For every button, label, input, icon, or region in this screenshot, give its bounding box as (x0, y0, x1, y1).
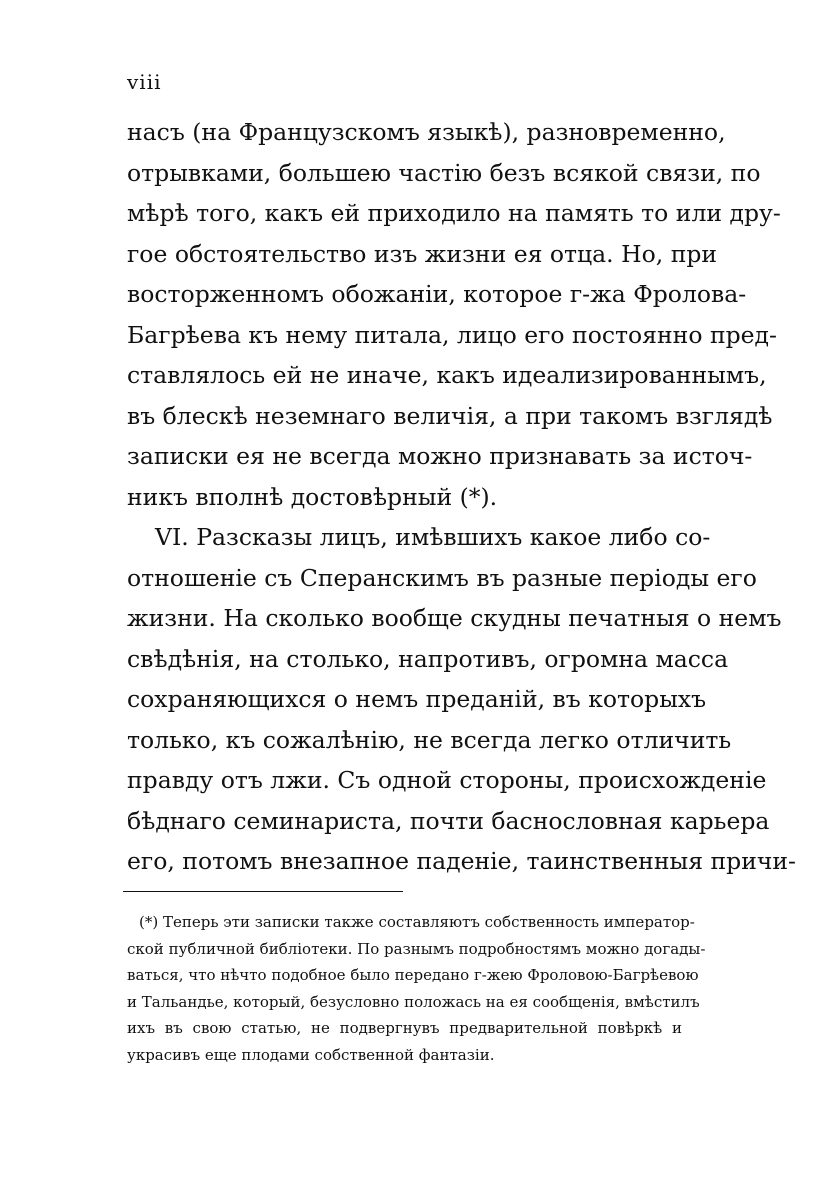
footnote (127, 909, 706, 1068)
body-line: мѣрѣ того, какъ ей приходило на память то или дру- (127, 199, 781, 227)
section-heading-line: VI. Разсказы лицъ, имѣвшихъ какое либо со- (155, 523, 711, 551)
body-line: гое обстоятельство изъ жизни ея отца. Но, при (127, 239, 718, 268)
main-text (127, 112, 796, 882)
body-line: отношеніе съ Сперанскимъ въ разные періоды его (127, 563, 757, 592)
body-line: бѣднаго семинариста, почти баснословная карьера (127, 806, 770, 835)
footnote-divider (123, 891, 403, 892)
body-line: отрывками, большею частію безъ всякой связи, по (127, 158, 761, 187)
body-line: правду отъ лжи. Съ одной стороны, происхожденіе (127, 766, 767, 794)
page-number: viii (127, 70, 162, 94)
footnote-line: (*) Теперь эти записки также составляютъ собственность император- (139, 913, 695, 931)
body-line: никъ вполнѣ достовѣрный (*). (127, 482, 498, 511)
footnote-line: ской публичной библіотеки. По разнымъ подробностямъ можно догады- (127, 939, 706, 958)
body-line: записки ея не всегда можно признавать за источ- (127, 442, 753, 470)
footnote-line: и Тальандье, который, безусловно положась на ея сообщенія, вмѣстилъ (127, 992, 700, 1011)
body-line: восторженномъ обожаніи, которое г-жа Фролова- (127, 280, 747, 308)
body-line: свѣдѣнія, на столько, напротивъ, огромна масса (127, 644, 729, 673)
body-line: жизни. На сколько вообще скудны печатныя о немъ (127, 604, 782, 632)
body-line: въ блескѣ неземнаго величія, а при такомъ взглядѣ (127, 401, 773, 430)
footnote-line: ваться, что нѣчто подобное было передано г-жею Фроловою-Багрѣевою (127, 966, 699, 984)
body-line: его, потомъ внезапное паденіе, таинственныя причи- (127, 847, 796, 875)
footnote-line: украсивъ еще плодами собственной фантазіи. (127, 1045, 495, 1064)
footnote-line: ихъ въ свою статью, не подвергнувъ предварительной повѣркѣ и (127, 1019, 682, 1037)
body-line: Багрѣева къ нему питала, лицо его постоянно пред- (127, 320, 777, 349)
body-line: насъ (на Французскомъ языкѣ), разновременно, (127, 118, 726, 146)
body-line: ставлялось ей не иначе, какъ идеализированнымъ, (127, 361, 767, 389)
body-line: только, къ сожалѣнію, не всегда легко отличить (127, 725, 732, 754)
body-line: сохраняющихся о немъ преданій, въ которыхъ (127, 685, 707, 713)
